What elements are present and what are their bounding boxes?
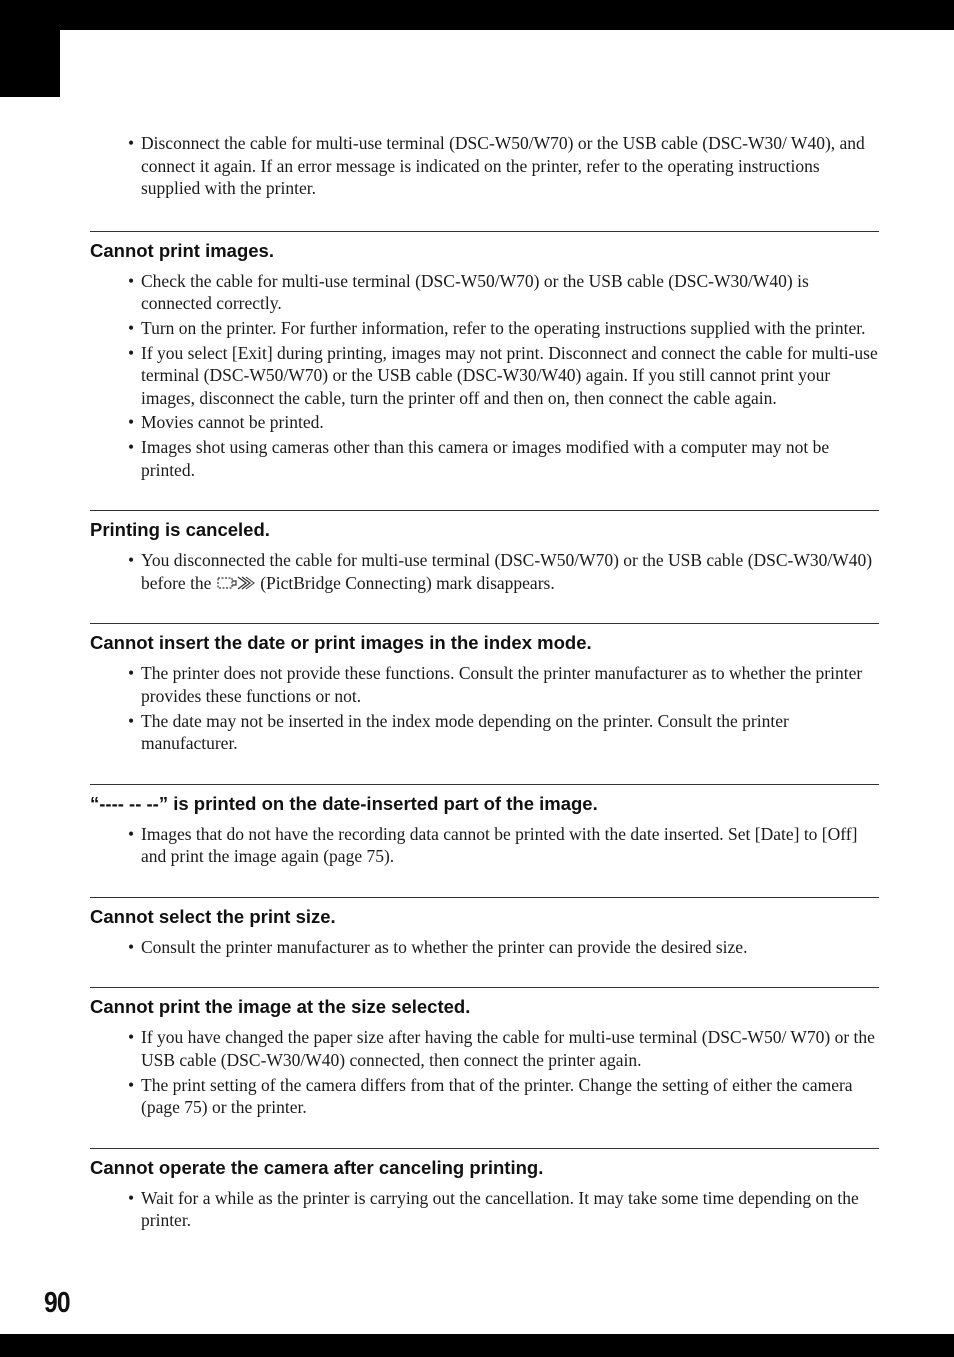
list-item: • The printer does not provide these functions. Consult the printer manufacturer as to whether the printer provides these functions or not. [128,662,879,707]
section-cannot-print-images [90,231,879,481]
list-item: • Wait for a while as the printer is carrying out the cancellation. It may take some time depending on the printer. [128,1187,879,1232]
section-heading: Cannot print images. [90,239,274,261]
section-heading: Printing is canceled. [90,519,270,541]
bullet-text-before: You disconnected the cable for multi-use terminal (DSC-W50/W70) or the USB cable (DSC-W30/W40) before the [141,550,873,593]
list-item: • Images shot using cameras other than this camera or images modified with a computer may not be printed. [128,436,879,481]
intro-list [90,132,879,200]
section-heading: Cannot select the print size. [90,905,336,927]
list-item: • The print setting of the camera differs from that of the printer. Change the setting of either the camera (page 75) or the printer. [128,1074,879,1119]
list-item: • Turn on the printer. For further information, refer to the operating instructions supplied with the printer. [128,317,879,340]
section-cannot-select-size [90,897,879,959]
list-item: • If you select [Exit] during printing, images may not print. Disconnect and connect the cable for multi-use terminal (DSC-W50/W70) or the USB cable (DSC-W30/W40) again. If you still cannot print your images, disconnect the cable, turn the printer off and then on, then connect the cable again. [128,342,879,410]
list-item: • Movies cannot be printed. [128,411,879,434]
corner-tab-block [0,0,60,97]
pictbridge-connecting-icon [216,574,256,592]
top-bar [0,0,954,30]
list-item: • Disconnect the cable for multi-use terminal (DSC-W50/W70) or the USB cable (DSC-W30/ W40), and connect it again. If an error message is indicated on the printer, refer to the operating instructions supplied with the printer. [128,132,879,200]
section-cannot-print-size [90,987,879,1118]
bottom-bar [0,1334,954,1357]
section-printing-canceled [90,510,879,594]
list-item: • The date may not be inserted in the index mode depending on the printer. Consult the printer manufacturer. [128,710,879,755]
section-heading: Cannot operate the camera after canceling printing. [90,1156,544,1178]
bullet-text-after: (PictBridge Connecting) mark disappears. [260,572,555,593]
page-content [90,132,879,1234]
page-number: 90 [44,1287,70,1319]
section-heading: Cannot print the image at the size selected. [90,996,471,1018]
list-item: • Consult the printer manufacturer as to whether the printer can provide the desired size. [128,936,879,959]
list-item [128,549,879,594]
list-item: • If you have changed the paper size after having the cable for multi-use terminal (DSC-W50/ W70) or the USB cable (DSC-W30/W40) connected, then connect the printer again. [128,1026,879,1071]
section-cannot-operate [90,1148,879,1232]
section-heading: Cannot insert the date or print images in the index mode. [90,632,592,654]
section-cannot-insert-date [90,623,879,754]
list-item: • Images that do not have the recording data cannot be printed with the date inserted. Set [Date] to [Off] and print the image again (page 75). [128,823,879,868]
section-dashes-printed [90,784,879,868]
section-heading: “---- -- --” is printed on the date-inserted part of the image. [90,792,598,814]
list-item: • Check the cable for multi-use terminal (DSC-W50/W70) or the USB cable (DSC-W30/W40) is connected correctly. [128,270,879,315]
